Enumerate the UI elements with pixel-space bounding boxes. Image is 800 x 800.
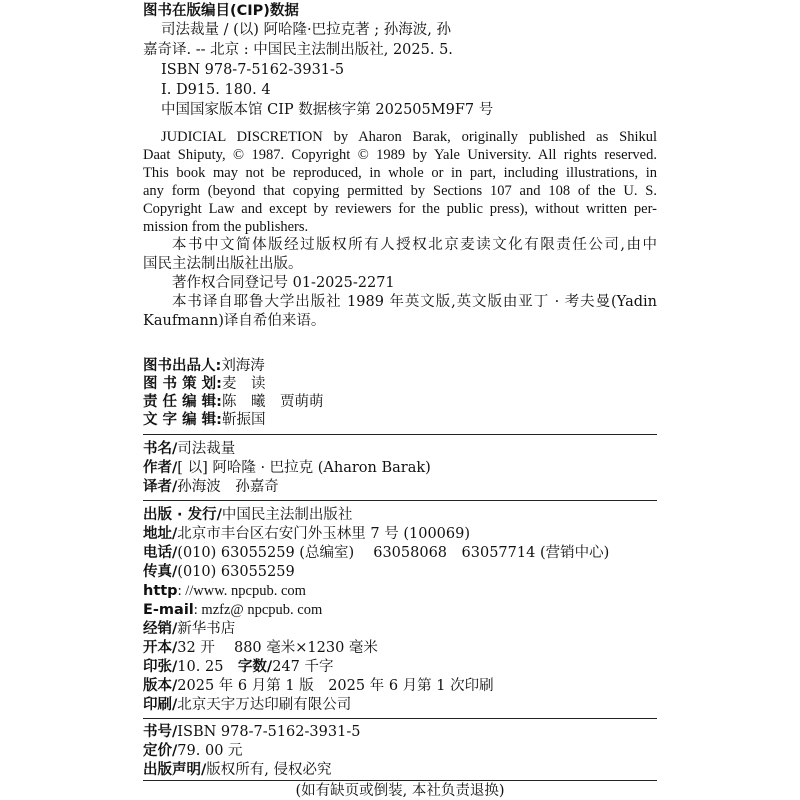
- phone-row: [143, 544, 609, 562]
- edition-label: 版本/: [143, 678, 178, 694]
- cip-line-4: Ⅰ. D915. 180. 4: [161, 82, 271, 98]
- printer-label: 印刷/: [143, 697, 178, 713]
- distributor: 新华书店: [177, 621, 236, 637]
- translator: 孙海波 孙嘉奇: [177, 479, 279, 495]
- divider: [143, 780, 657, 781]
- divider: [143, 500, 657, 501]
- fax-label: 传真/: [143, 564, 178, 580]
- email-row: [143, 601, 322, 619]
- credit-label: 图书出品人:: [143, 358, 222, 374]
- fax: (010) 63055259: [177, 564, 295, 580]
- edition: 2025 年 6 月第 1 版 2025 年 6 月第 1 次印刷: [177, 678, 494, 694]
- copyright-en-line-5: Copyright Law and except by reviewers for the public press), without written per-: [143, 201, 657, 217]
- website-row: [143, 582, 306, 600]
- price-row: [143, 742, 243, 760]
- credit-label: 文 字 编 辑:: [143, 412, 222, 428]
- credit-value: 刘海涛: [221, 358, 265, 374]
- phone: (010) 63055259 (总编室) 63058068 63057714 (营销中心): [177, 545, 610, 561]
- translation-line-1: 本书译自耶鲁大学出版社 1989 年英文版,英文版由亚丁 · 考夫曼(Yadin: [172, 294, 657, 310]
- fax-row: [143, 563, 295, 581]
- publisher-label: 出版 · 发行/: [143, 507, 222, 523]
- price: 79. 00 元: [177, 743, 243, 759]
- authorization-line-1: 本书中文简体版经过版权所有人授权北京麦读文化有限责任公司,由中: [172, 237, 657, 253]
- printer: 北京天宇万达印刷有限公司: [177, 697, 352, 713]
- address-label: 地址/: [143, 526, 178, 542]
- email: : mzfz@ npcpub. com: [193, 602, 323, 618]
- credit-label: 责 任 编 辑:: [143, 394, 222, 410]
- copyright-en-line-3: This book may not be reproduced, in whole or in part, including illustrations, in: [143, 165, 657, 181]
- publisher: 中国民主法制出版社: [221, 507, 353, 523]
- cip-line-3: ISBN 978-7-5162-3931-5: [161, 62, 345, 78]
- isbn-label: 书号/: [143, 724, 178, 740]
- author: [ 以] 阿哈隆 · 巴拉克 (Aharon Barak): [177, 460, 431, 476]
- translator-label: 译者/: [143, 479, 178, 495]
- isbn-row: [143, 723, 360, 741]
- format-label: 开本/: [143, 640, 178, 656]
- copyright-en-line-4: any form (beyond that copying permitted by Sections 107 and 108 of the U. S.: [143, 183, 657, 199]
- copyright-en-line-1: JUDICIAL DISCRETION by Aharon Barak, originally published as Shikul: [161, 129, 657, 145]
- book-title-label: 书名/: [143, 441, 178, 457]
- distributor-row: [143, 620, 235, 638]
- book-title: 司法裁量: [177, 441, 236, 457]
- format-row: [143, 639, 378, 657]
- copyright-en-line-2: Daat Shiputy, © 1987. Copyright © 1989 by Yale University. All rights reserved.: [143, 147, 657, 163]
- website-label: http: [143, 583, 178, 599]
- format: 32 开 880 毫米×1230 毫米: [177, 640, 378, 656]
- cip-heading: 图书在版编目(CIP)数据: [143, 3, 299, 19]
- sheets-label: 印张/: [143, 659, 178, 675]
- rights-row: [143, 761, 332, 779]
- authorization-line-2: 国民主法制出版社出版。: [143, 256, 303, 272]
- cip-line-1: 司法裁量 / (以) 阿哈隆·巴拉克著 ; 孙海波, 孙: [161, 22, 451, 38]
- website: : //www. npcpub. com: [177, 583, 306, 599]
- credit-publisher: [143, 357, 265, 375]
- rights: 版权所有, 侵权必究: [206, 762, 332, 778]
- words-label: 字数/: [237, 659, 273, 675]
- footer-note: (如有缺页或倒装, 本社负责退换): [295, 783, 505, 799]
- price-label: 定价/: [143, 743, 178, 759]
- distributor-label: 经销/: [143, 621, 178, 637]
- isbn: ISBN 978-7-5162-3931-5: [177, 724, 361, 740]
- author-row: [143, 459, 431, 477]
- copyright-en-line-6: mission from the publishers.: [143, 219, 309, 235]
- translation-line-2: Kaufmann)译自希伯来语。: [143, 313, 326, 329]
- printer-row: [143, 696, 351, 714]
- book-title-row: [143, 440, 235, 458]
- phone-label: 电话/: [143, 545, 178, 561]
- credit-value: 麦 读: [221, 376, 266, 392]
- credit-editor: [143, 393, 323, 411]
- address: 北京市丰台区右安门外玉林里 7 号 (100069): [177, 526, 471, 542]
- email-label: E-mail: [143, 602, 194, 618]
- credit-planning: [143, 375, 265, 393]
- credit-value: 陈 曦 贾萌萌: [221, 394, 324, 410]
- translator-row: [143, 478, 279, 496]
- address-row: [143, 525, 470, 543]
- cip-line-5: 中国国家版本馆 CIP 数据核字第 202505M9F7 号: [161, 102, 494, 118]
- contract-number: 著作权合同登记号 01-2025-2271: [172, 275, 395, 291]
- publisher-row: [143, 506, 352, 524]
- divider: [143, 434, 657, 435]
- words: 247 千字: [272, 659, 334, 675]
- rights-label: 出版声明/: [143, 762, 207, 778]
- cip-line-2: 嘉奇译. -- 北京 : 中国民主法制出版社, 2025. 5.: [143, 42, 453, 58]
- author-label: 作者/: [143, 460, 178, 476]
- credit-text-editor: [143, 411, 265, 429]
- divider: [143, 718, 657, 719]
- credit-value: 靳振国: [221, 412, 266, 428]
- sheets: 10. 25: [177, 659, 238, 675]
- edition-row: [143, 677, 494, 695]
- credit-label: 图 书 策 划:: [143, 376, 222, 392]
- sheets-row: [143, 658, 334, 676]
